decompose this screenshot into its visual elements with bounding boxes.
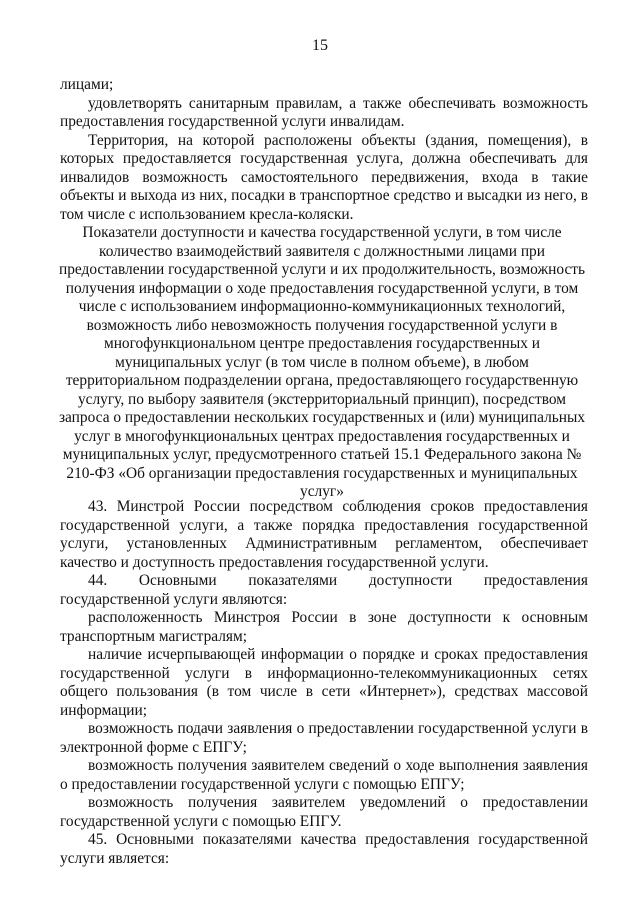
list-item: наличие исчерпывающей информации о порядке и сроках предоставления государственной услуги в информационно-телекоммуникационных сетях общего пользования (в том числе в сети «Интернет»), средствах массовой информации;	[60, 646, 588, 719]
list-item: расположенность Минстроя России в зоне доступности к основным транспортным магистралям;	[60, 609, 588, 645]
top-text-block	[60, 76, 588, 224]
paragraph: лицами;	[60, 76, 114, 93]
paragraph: удовлетворять санитарным правилам, а также обеспечивать возможность предоставления государственной услуги инвалидам.	[60, 94, 588, 130]
paragraph-44: 44. Основными показателями доступности предоставления государственной услуги являются:	[60, 572, 588, 608]
bottom-text-block	[60, 498, 588, 868]
paragraph: Территория, на которой расположены объекты (здания, помещения), в которых предоставляется государственная услуга, должна обеспечивать для инвалидов возможность самостоятельного передвижения, входа в такие объекты и выхода из них, посадки в транспортное средство и высадки из него, в том числе с использованием кресла-коляски.	[60, 131, 588, 223]
page-number: 15	[312, 37, 328, 54]
list-item: возможность получения заявителем сведений о ходе выполнения заявления о предоставлении государственной услуги с помощью ЕПГУ;	[60, 757, 588, 793]
paragraph-45: 45. Основными показателями качества предоставления государственной услуги является:	[60, 831, 588, 867]
list-item: возможность подачи заявления о предоставлении государственной услуги в электронной форме с ЕПГУ;	[60, 720, 588, 756]
section-heading: Показатели доступности и качества государственной услуги, в том числе количество взаимодействий заявителя с должностными лицами при предоставлении государственной услуги и их продолжительность, возможность получения информации о ходе предоставления государственной услуги, в том числе с использованием информационно-коммуникационных технологий, возможность либо невозможность получения государственной услуги в многофункциональном центре предоставления государственных и муниципальных услуг (в том числе в полном объеме), в любом территориальном подразделении органа, предоставляющего государственную услугу, по выбору заявителя (экстерриториальный принцип), посредством запроса о предоставлении нескольких государственных и (или) муниципальных услуг в многофункциональных центрах предоставления государственных и муниципальных услуг, предусмотренного статьей 15.1 Федерального закона № 210-ФЗ «Об организации предоставления государственных и муниципальных услуг»	[58, 224, 586, 500]
paragraph-43: 43. Минстрой России посредством соблюдения сроков предоставления государственной услуги, а также порядка предоставления государственной услуги, установленных Административным регламентом, обеспечивает качество и доступность предоставления государственной услуги.	[60, 498, 588, 571]
list-item: возможность получения заявителем уведомлений о предоставлении государственной услуги с помощью ЕПГУ.	[60, 794, 588, 830]
